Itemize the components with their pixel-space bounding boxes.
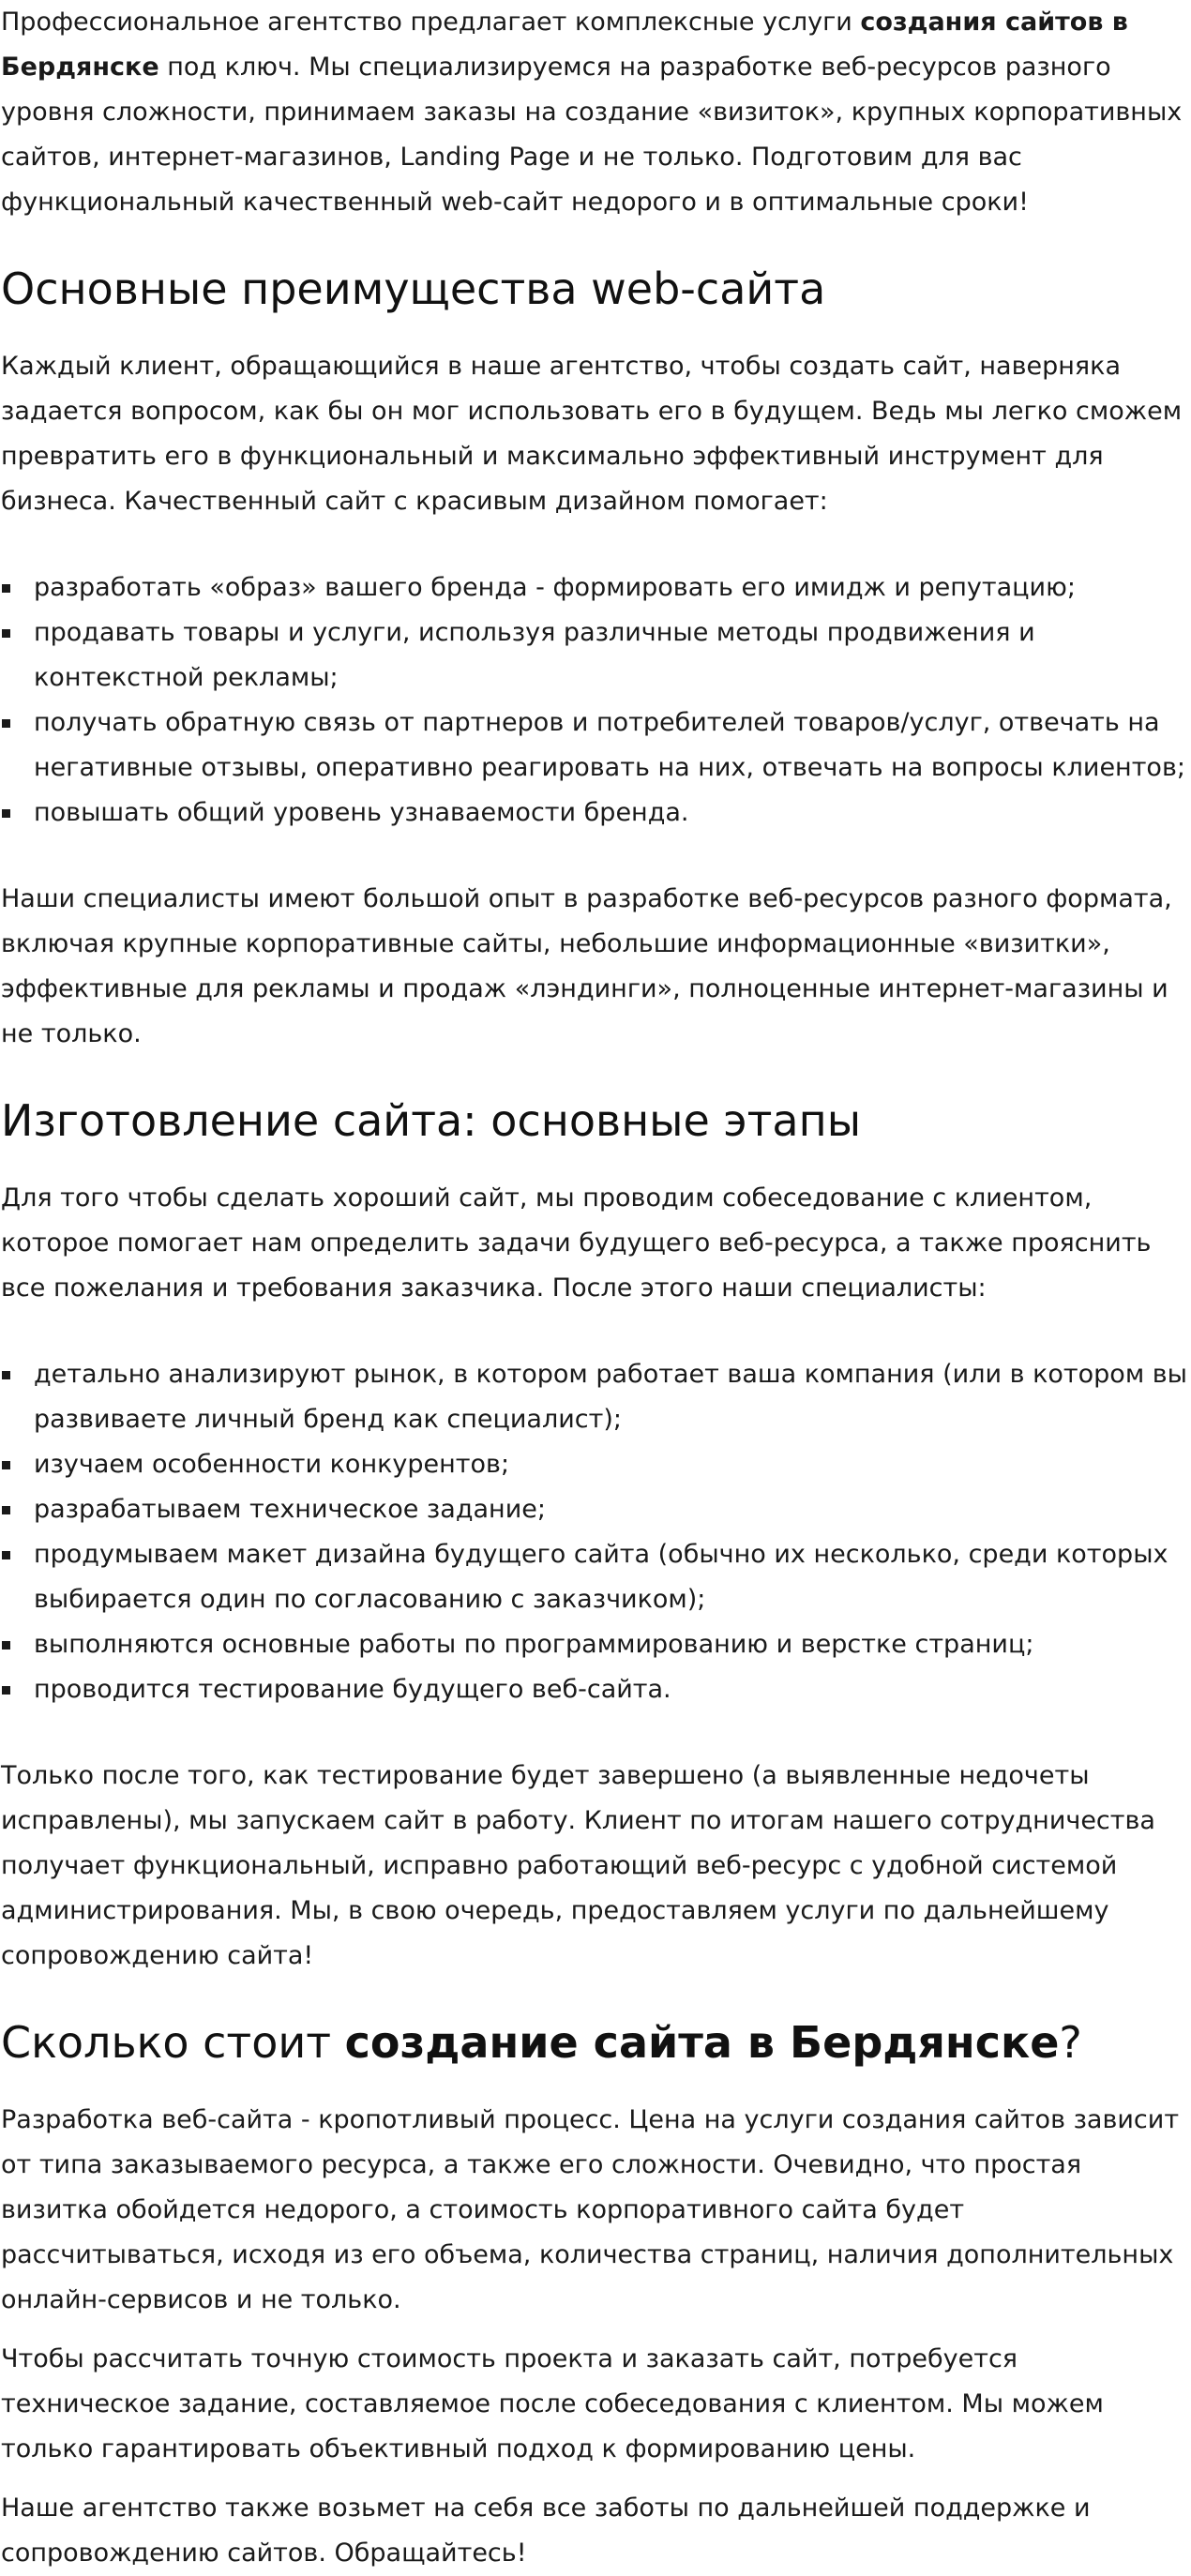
steps-list: [1, 1352, 1191, 1712]
steps-list-item: разрабатываем техническое задание;: [1, 1487, 1191, 1532]
cost-heading-bold: создание сайта в Бердянске: [344, 2017, 1060, 2068]
cost-paragraph-estimate: Чтобы рассчитать точную стоимость проекта и заказать сайт, потребуется техническое задание, составляемое после собеседования с клиентом. Мы можем только гарантировать объективный подход к формированию цены.: [1, 2344, 1104, 2463]
advantages-list-item: получать обратную связь от партнеров и потребителей товаров/услуг, отвечать на негативные отзывы, оперативно реагировать на них, отвечать на вопросы клиентов;: [1, 700, 1191, 791]
advantages-list-item: разработать «образ» вашего бренда - формировать его имидж и репутацию;: [1, 565, 1191, 610]
launch-paragraph: Только после того, как тестирование будет завершено (а выявленные недочеты исправлены), мы запускаем сайт в работу. Клиент по итогам нашего сотрудничества получает функциональный, исправно работающий веб-ресурс с удобной системой администрирования. Мы, в свою очередь, предоставляем услуги по дальнейшему сопровождению сайта!: [1, 1761, 1155, 1970]
advantages-paragraph: Каждый клиент, обращающийся в наше агентство, чтобы создать сайт, наверняка задается вопросом, как бы он мог использовать его в будущем. Ведь мы легко сможем превратить его в функциональный и максимально эффективный инструмент для бизнеса. Качественный сайт с красивым дизайном помогает:: [1, 352, 1183, 516]
intro-text-start: Профессиональное агентство предлагает комплексные услуги: [1, 8, 861, 37]
cost-paragraph-support: Наше агентство также возьмет на себя все заботы по дальнейшей поддержке и сопровождению сайтов. Обращайтесь!: [1, 2493, 1091, 2568]
specialists-paragraph: Наши специалисты имеют большой опыт в разработке веб-ресурсов разного формата, включая крупные корпоративные сайты, небольшие информационные «визитки», эффективные для рекламы и продаж «лэндинги», полноценные интернет-магазины и не только.: [1, 884, 1172, 1048]
cost-heading-end: ?: [1059, 2017, 1082, 2068]
intro-text-end: под ключ. Мы специализируемся на разработке веб-ресурсов разного уровня сложности, принимаем заказы на создание «визиток», крупных корпоративных сайтов, интернет-магазинов, Landing Page и не только. Подготовим для вас функциональный качественный web-сайт недорого и в оптимальные сроки!: [1, 53, 1183, 217]
cost-heading-start: Сколько стоит: [1, 2017, 345, 2068]
steps-heading: Изготовление сайта: основные этапы: [1, 1095, 862, 1146]
cost-heading: [1, 2014, 1191, 2071]
intro-bold-keyphrase: создания сайтов в Бердянске: [1, 8, 1128, 82]
intro-paragraph: [1, 0, 1191, 225]
steps-list-item: детально анализируют рынок, в котором работает ваша компания (или в котором вы развиваете личный бренд как специалист);: [1, 1352, 1191, 1442]
steps-list-item: продумываем макет дизайна будущего сайта (обычно их несколько, среди которых выбирается один по согласованию с заказчиком);: [1, 1532, 1191, 1622]
advantages-list-item: продавать товары и услуги, используя различные методы продвижения и контекстной рекламы;: [1, 610, 1191, 700]
steps-list-item: проводится тестирование будущего веб-сайта.: [1, 1667, 1191, 1712]
steps-list-item: выполняются основные работы по программированию и верстке страниц;: [1, 1622, 1191, 1667]
cost-paragraph-price: Разработка веб-сайта - кропотливый процесс. Цена на услуги создания сайтов зависит от типа заказываемого ресурса, а также его сложности. Очевидно, что простая визитка обойдется недорого, а стоимость корпоративного сайта будет рассчитываться, исходя из его объема, количества страниц, наличия дополнительных онлайн-сервисов и не только.: [1, 2105, 1180, 2314]
steps-paragraph: Для того чтобы сделать хороший сайт, мы проводим собеседование с клиентом, которое помогает нам определить задачи будущего веб-ресурса, а также прояснить все пожелания и требования заказчика. После этого наши специалисты:: [1, 1183, 1152, 1303]
advantages-list-item: повышать общий уровень узнаваемости бренда.: [1, 791, 1191, 836]
steps-list-item: изучаем особенности конкурентов;: [1, 1442, 1191, 1487]
advantages-heading: Основные преимущества web-сайта: [1, 264, 826, 314]
advantages-list: [1, 565, 1191, 836]
